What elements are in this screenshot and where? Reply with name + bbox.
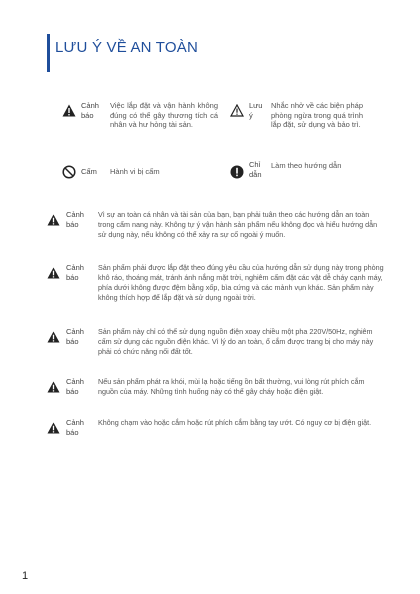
title-accent-bar bbox=[47, 34, 50, 72]
rule-item bbox=[45, 418, 385, 438]
legend-warning-label: Cảnh báo bbox=[81, 101, 99, 120]
warning-triangle-icon bbox=[45, 379, 61, 395]
warning-triangle-icon bbox=[45, 265, 61, 281]
legend-prohibited bbox=[60, 163, 220, 181]
legend-instruction bbox=[228, 160, 366, 181]
rule-item bbox=[45, 377, 385, 397]
rule-label: Cảnh báo bbox=[66, 418, 84, 437]
rule-label: Cảnh báo bbox=[66, 210, 84, 229]
rule-text: Vì sự an toàn cá nhân và tài sản của bạn, bạn phải tuân theo các hướng dẫn an toàn trong cẩm nang này. Không tự ý vận hành sản phẩm nếu không đọc và hiểu hướng dẫn sử dụng này, nếu không có thể xảy ra sự cố ngoài ý muốn. bbox=[98, 210, 378, 239]
legend-warning bbox=[60, 101, 220, 130]
legend-warning-text: Việc lắp đặt và vận hành không đúng có thể gây thương tích cá nhân và hư hỏng tài sản. bbox=[110, 101, 218, 129]
rule-label: Cảnh báo bbox=[66, 263, 84, 282]
rule-item bbox=[45, 263, 385, 303]
instruction-exclamation-icon bbox=[228, 163, 246, 181]
legend-prohibited-label: Cấm bbox=[81, 167, 97, 176]
prohibited-circle-icon bbox=[60, 163, 78, 181]
warning-triangle-icon bbox=[45, 212, 61, 228]
rule-text: Sản phẩm này chỉ có thể sử dụng nguồn điện xoay chiều một pha 220V/50Hz, nghiêm cấm sử dụng các nguồn điện khác. Vì lý do an toàn, ổ cắm được trang bị cho máy này phải có chức năng nối đất tốt. bbox=[98, 327, 374, 356]
page-title: LƯU Ý VỀ AN TOÀN bbox=[55, 39, 199, 56]
rule-label: Cảnh báo bbox=[66, 377, 84, 396]
legend-prohibited-text: Hành vi bị cấm bbox=[110, 167, 160, 176]
legend-instruction-text: Làm theo hướng dẫn bbox=[271, 161, 342, 170]
legend-caution bbox=[228, 101, 366, 130]
page-number: 1 bbox=[22, 570, 29, 582]
legend-caution-text: Nhắc nhở về các biện pháp phòng ngừa trong quá trình lắp đặt, sử dụng và bảo trì. bbox=[271, 101, 363, 129]
rule-text: Nếu sản phẩm phát ra khói, mùi lạ hoặc tiếng ồn bất thường, vui lòng rút phích cắm nguồn của máy. Những tình huống này có thể gây cháy hoặc điện giật. bbox=[98, 377, 365, 396]
rule-item bbox=[45, 210, 385, 240]
rule-item bbox=[45, 327, 385, 357]
rule-text: Sản phẩm phải được lắp đặt theo đúng yêu cầu của hướng dẫn sử dụng này trong phòng khô ráo, thoáng mát, tránh ánh nắng mặt trời, nghiêm cấm đặt các vật dễ cháy cạnh máy, phía dưới không được đệm bằng xốp, bìa cứng và các mảnh vụn khác. Sản phẩm này không thích hợp để lắp đặt và sử dụng ngoài trời. bbox=[98, 263, 384, 302]
caution-triangle-icon bbox=[228, 101, 246, 119]
legend-instruction-label: Chỉ dẫn bbox=[249, 160, 262, 179]
rule-text: Không chạm vào hoặc cắm hoặc rút phích cắm bằng tay ướt. Có nguy cơ bị điện giật. bbox=[98, 418, 372, 427]
rule-label: Cảnh báo bbox=[66, 327, 84, 346]
warning-triangle-icon bbox=[45, 329, 61, 345]
legend-caution-label: Lưu ý bbox=[249, 101, 263, 120]
warning-triangle-icon bbox=[60, 101, 78, 119]
warning-triangle-icon bbox=[45, 420, 61, 436]
